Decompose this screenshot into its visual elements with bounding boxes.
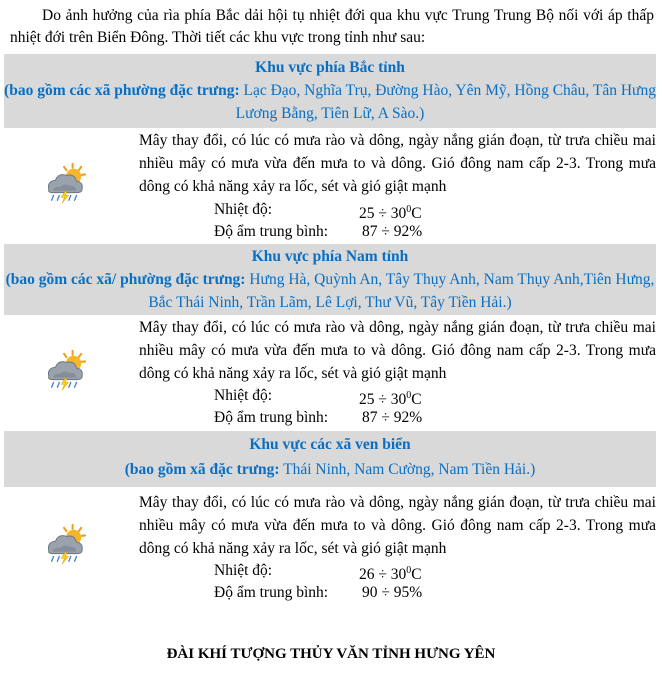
temperature-value: $25 \div 30^0C$	[359, 390, 422, 409]
temperature-label: Nhiệt độ:	[214, 201, 273, 218]
region-members	[4, 268, 656, 314]
region-header-south	[4, 244, 656, 315]
forecast-text: Mây thay đổi, có lúc có mưa rào và dông, ngày nắng gián đoạn, từ trưa chiều mai nhiều mây có mưa vừa đến mưa to và dông. Gió đông nam cấp 2-3. Trong mưa dông có khả năng xảy ra lốc, sét và gió giật mạnh	[139, 319, 656, 382]
region-members-list: Hưng Hà, Quỳnh An, Tây Thụy Anh, Nam Thụy Anh,Tiên Hưng, Bắc Thái Ninh, Trần Lãm, Lê Lợi, Thư Vũ, Tây Tiền Hải.)	[148, 271, 655, 311]
forecast-block-north	[4, 129, 656, 244]
region-members-label: (bao gồm các xã/ phường đặc trưng:	[5, 271, 246, 288]
region-members-label: (bao gồm xã đặc trưng:	[124, 461, 280, 478]
region-members	[4, 79, 656, 125]
region-members-list: Thái Ninh, Nam Cường, Nam Tiền Hải.)	[279, 461, 536, 478]
humidity-label: Độ ẩm trung bình:	[214, 223, 329, 240]
temperature-value: $25 \div 30^0C$	[359, 204, 422, 223]
region-members	[4, 457, 656, 482]
temperature-label: Nhiệt độ:	[214, 562, 273, 579]
humidity-value: 87 ÷ 92%	[362, 409, 423, 426]
thunderstorm-sun-icon	[42, 524, 88, 566]
region-title: Khu vực các xã ven biển	[249, 436, 411, 453]
agency-signature: ĐÀI KHÍ TƯỢNG THỦY VĂN TỈNH HƯNG YÊN	[166, 646, 496, 662]
humidity-label: Độ ẩm trung bình:	[214, 584, 329, 601]
humidity-value: 87 ÷ 92%	[362, 223, 423, 240]
region-header-north	[4, 54, 656, 128]
temperature-label: Nhiệt độ:	[214, 387, 273, 404]
forecast-block-coastal	[4, 491, 656, 606]
forecast-text: Mây thay đổi, có lúc có mưa rào và dông, ngày nắng gián đoạn, từ trưa chiều mai nhiều mây có mưa vừa đến mưa to và dông. Gió đông nam cấp 2-3. Trong mưa dông có khả năng xảy ra lốc, sét và gió giật mạnh	[139, 494, 656, 557]
humidity-value: 90 ÷ 95%	[362, 584, 423, 601]
thunderstorm-sun-icon	[42, 163, 88, 205]
region-members-label: (bao gồm các xã phường đặc trưng:	[4, 82, 240, 99]
thunderstorm-sun-icon	[42, 350, 88, 392]
region-members-list: Lạc Đạo, Nghĩa Trụ, Đường Hào, Yên Mỹ, Hồng Châu, Tân Hưng Lương Bằng, Tiên Lữ, A Sào.)	[235, 82, 656, 122]
intro-paragraph: Do ảnh hưởng của rìa phía Bắc dải hội tụ nhiệt đới qua khu vực Trung Trung Bộ nối với áp thấp nhiệt đới trên Biển Đông. Thời tiết các khu vực trong tỉnh như sau:	[10, 7, 654, 46]
region-header-coastal	[4, 431, 656, 487]
forecast-block-south	[4, 316, 656, 431]
temperature-value: $26 \div 30^0C$	[359, 565, 422, 584]
region-title: Khu vực phía Nam tỉnh	[251, 248, 409, 265]
region-title: Khu vực phía Bắc tỉnh	[255, 59, 405, 76]
forecast-text: Mây thay đổi, có lúc có mưa rào và dông, ngày nắng gián đoạn, từ trưa chiều mai nhiều mây có mưa vừa đến mưa to và dông. Gió đông nam cấp 2-3. Trong mưa dông có khả năng xảy ra lốc, sét và gió giật mạnh	[139, 132, 656, 195]
humidity-label: Độ ẩm trung bình:	[214, 409, 329, 426]
